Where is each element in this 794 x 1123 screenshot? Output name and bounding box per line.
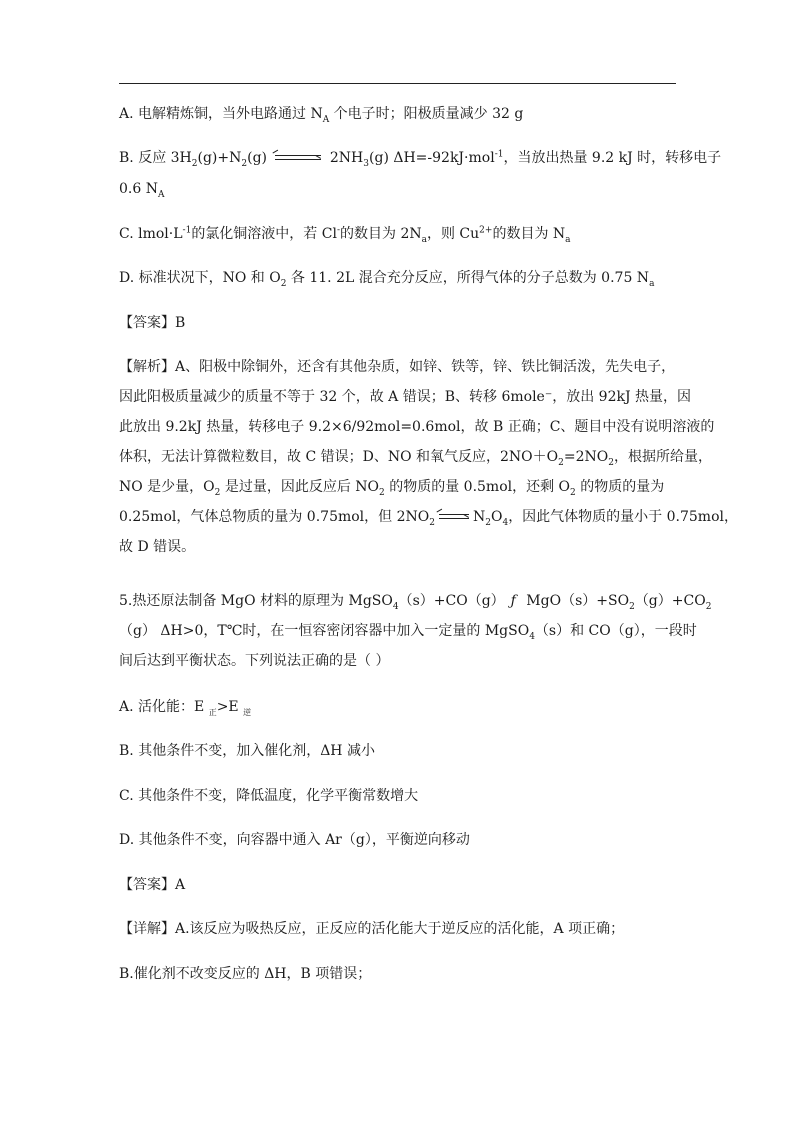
equilibrium-arrow-icon — [439, 512, 469, 522]
equilibrium-arrow-icon — [275, 153, 321, 163]
analysis-line: 因此阳极质量减少的质量不等于 32 个，故 A 错误；B、转移 6mole⁻，放出 92kJ 热量，因 — [119, 389, 692, 405]
q4-option-d: D. 标准状况下，NO 和 $O_2$ 各 11. 2L 混合充分反应，所得气体的分子总数为 0.75 $N_a$ — [119, 270, 655, 289]
q4-option-c: C. $lmol\cdot L^{-1}$的氯化铜溶液中，若 Cl-的数目为 $2N_a$，则 $Cu^{2+}$的数目为 $N_a$ — [119, 225, 571, 245]
q5-option-d: D. 其他条件不变，向容器中通入 Ar（g），平衡逆向移动 — [119, 832, 470, 848]
stem-line: （g） ΔH>0，T℃时，在一恒容密闭容器中加入一定量的 MgSO$_4$（s）和 CO（g），一段时 — [119, 623, 697, 642]
analysis-line: 故 D 错误。 — [119, 539, 196, 555]
analysis-line: 体积，无法计算微粒数目，故 C 错误；D、NO 和氧气反应，$2NO+O_2=2NO_2$，根据所给量， — [119, 449, 712, 468]
q4-answer: 【答案】B — [119, 315, 186, 331]
q5-stem — [119, 591, 712, 681]
analysis-line: 【解析】A、阳极中除铜外，还含有其他杂质，如锌、铁等，锌、铁比铜活泼，先失电子， — [119, 359, 676, 375]
q5-option-c: C. 其他条件不变，降低温度，化学平衡常数增大 — [119, 788, 419, 804]
q5-option-a: A. 活化能：E $_正$>E $_逆$ — [119, 699, 252, 717]
q5-option-b: B. 其他条件不变，加入催化剂，ΔH 减小 — [119, 743, 375, 759]
stem-line: 5.热还原法制备 MgO 材料的原理为 MgSO$_4$（s）+CO（g） ƒ $MgO(s)+SO_2(g)+CO_2$ — [119, 593, 712, 612]
q4-option-a: A. 电解精炼铜，当外电路通过 $N_A$ 个电子时；阳极质量减少 32 g — [119, 106, 524, 125]
analysis-line: NO 是少量，$O_2$ 是过量，因此反应后 $NO_2$ 的物质的量 0.5mol，还剩 $O_2$ 的物质的量为 — [119, 479, 665, 498]
header-rule — [119, 83, 676, 84]
q4-analysis — [119, 357, 738, 567]
q4-option-b-line2: 0.6 $N_A$ — [119, 181, 165, 200]
q4-option-b: B. 反应 $3H_2(g)+N_2(g)$ $2NH_3(g)$ ΔH=-92kJ·mol$^{-1}$，当放出热量 9.2 kJ 时，转移电子 — [119, 149, 722, 169]
q5-answer: 【答案】A — [119, 877, 186, 893]
q5-detail: 【详解】A.该反应为吸热反应，正反应的活化能大于逆反应的活化能，A 项正确； — [119, 921, 625, 937]
q5-detail-2: B.催化剂不改变反应的 ΔH，B 项错误； — [119, 966, 372, 982]
stem-line: 间后达到平衡状态。下列说法正确的是（ ） — [119, 653, 390, 669]
analysis-line: 0.25mol，气体总物质的量为 0.75mol，但 $2NO_2$ $N_2O_4$，因此气体物质的量小于 0.75mol， — [119, 509, 738, 528]
analysis-line: 此放出 9.2kJ 热量，转移电子 9.2×6/92mol=0.6mol，故 B 正确；C、题目中没有说明溶液的 — [119, 419, 715, 435]
